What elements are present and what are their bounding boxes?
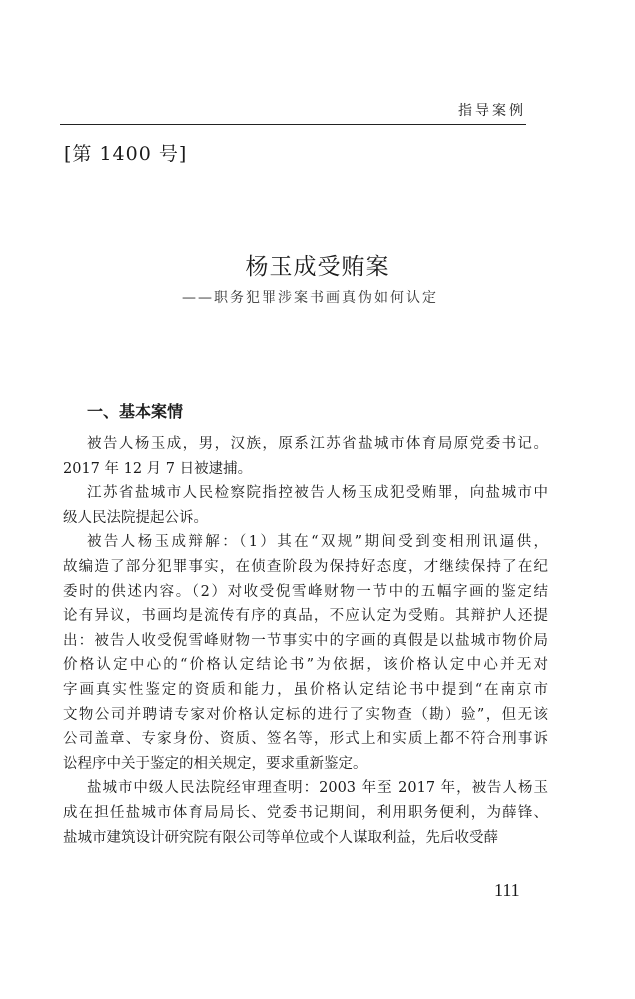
text-line: 委时的供述内容。（2）对收受倪雪峰财物一节中的五幅字画的鉴定结 bbox=[63, 583, 548, 600]
paragraph bbox=[63, 481, 548, 530]
page-number: 111 bbox=[494, 880, 520, 900]
paragraph bbox=[63, 432, 548, 481]
text-line: 被告人杨玉成辩解：（1）其在“双规”期间受到变相刑讯逼供， bbox=[87, 534, 548, 551]
text-line: 盐城市中级人民法院经审理查明：2003 年至 2017 年，被告人杨玉 bbox=[87, 780, 548, 797]
paragraph bbox=[63, 776, 548, 850]
text-line: 江苏省盐城市人民检察院指控被告人杨玉成犯受贿罪，向盐城市中 bbox=[87, 485, 548, 502]
text-line: 级人民法院提起公诉。 bbox=[63, 509, 208, 526]
text-line: 故编造了部分犯罪事实，在侦查阶段为保持好态度，才继续保持了在纪 bbox=[63, 558, 548, 575]
text-line: 价格认定中心的“价格认定结论书”为依据，该价格认定中心并无对 bbox=[63, 657, 548, 674]
text-line: 公司盖章、专家身份、资质、签名等，形式上和实质上都不符合刑事诉 bbox=[63, 731, 548, 748]
text-line: 2017 年 12 月 7 日被逮捕。 bbox=[63, 460, 253, 477]
case-title: 杨玉成受贿案 bbox=[245, 254, 390, 280]
running-header: 指导案例 bbox=[458, 103, 526, 119]
text-line: 被告人杨玉成，男，汉族，原系江苏省盐城市体育局原党委书记。 bbox=[87, 436, 548, 452]
paragraph bbox=[63, 530, 548, 776]
text-line: 出：被告人收受倪雪峰财物一节事实中的字画的真假是以盐城市物价局 bbox=[63, 632, 548, 649]
text-line: 盐城市建筑设计研究院有限公司等单位或个人谋取利益，先后收受薛 bbox=[63, 829, 498, 846]
text-line: 讼程序中关于鉴定的相关规定，要求重新鉴定。 bbox=[63, 755, 368, 772]
text-line: 文物公司并聘请专家对价格认定标的进行了实物查（勘）验”，但无该 bbox=[63, 706, 548, 723]
text-line: 论有异议，书画均是流传有序的真品，不应认定为受贿。其辩护人还提 bbox=[63, 608, 548, 625]
text-line: 字画真实性鉴定的资质和能力，虽价格认定结论书中提到“在南京市 bbox=[63, 681, 548, 698]
text-line: 成在担任盐城市体育局局长、党委书记期间，利用职务便利，为薛锋、 bbox=[63, 804, 548, 821]
section-heading: 一、基本案情 bbox=[87, 402, 184, 421]
header-rule bbox=[60, 124, 526, 125]
body-text bbox=[63, 432, 548, 850]
case-number: [第 1400 号] bbox=[64, 143, 188, 165]
case-subtitle: ——职务犯罪涉案书画真伪如何认定 bbox=[182, 290, 438, 306]
